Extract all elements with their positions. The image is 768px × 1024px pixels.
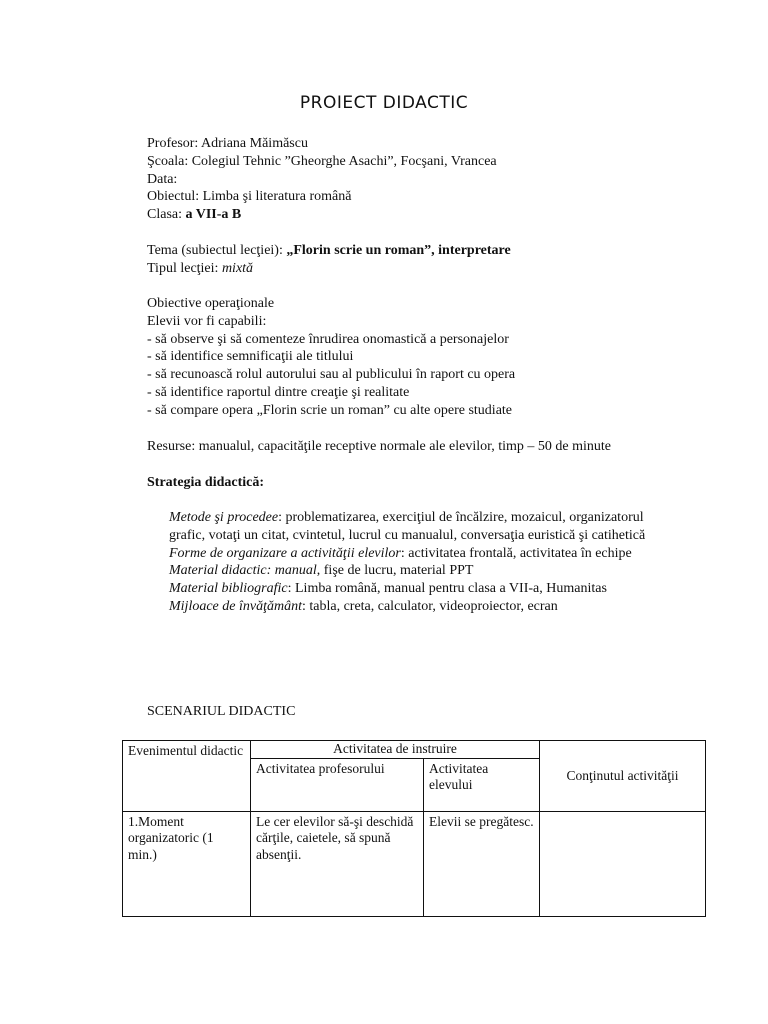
mijloace-value: : tabla, creta, calculator, videoproiector, ecran [301,598,558,614]
obiective-intro: Elevii vor fi capabili: [147,313,267,329]
lesson-info [147,242,511,278]
header-continut: Conţinutul activităţii [540,741,706,812]
header-elev: Activitatea elevului [424,758,540,811]
header-profesor: Activitatea profesorului [251,758,424,811]
tipul-line [147,260,511,278]
cell-elev: Elevii se pregătesc. [424,811,540,916]
table-row [123,811,706,916]
obiectiv-item: - să identifice raportul dintre creaţie şi realitate [147,384,410,400]
metode-line [169,509,669,545]
obiectul-line: Obiectul: Limba şi literatura română [147,189,352,205]
header-instruire: Activitatea de instruire [251,741,540,759]
header-eveniment: Evenimentul didactic [123,741,251,812]
clasa-line [147,206,497,224]
tipul-label: Tipul lecţiei: [147,260,222,276]
scenariu-heading: SCENARIUL DIDACTIC [147,704,296,719]
header-info [147,135,497,224]
obiectiv-item: - să recunoască rolul autorului sau al publicului în raport cu opera [147,367,516,383]
obiectiv-item: - să compare opera „Florin scrie un roman” cu alte opere studiate [147,402,513,418]
obiectiv-item: - să identifice semnificaţii ale titlului [147,349,354,365]
forme-line [169,545,669,563]
strategia-heading: Strategia didactică: [147,475,265,490]
strategia-details [169,509,669,616]
cell-profesor: Le cer elevilor să-şi deschidă cărţile, caietele, să spună absenţii. [251,811,424,916]
metode-value: : problematizarea, exerciţiul de încălzire, mozaicul, organizatorul grafic, votaţi un citat, cvintetul, lucrul cu manualul, conversaţia euristică şi catihetică [169,510,646,543]
forme-value: : activitatea frontală, activitatea în echipe [400,545,632,561]
table-header-row [123,741,706,759]
tema-label: Tema (subiectul lecţiei): [147,243,287,258]
tema-value: „Florin scrie un roman”, interpretare [286,243,511,258]
metode-label: Metode şi procedee [169,510,279,525]
cell-eveniment: 1.Moment organizatoric (1 min.) [123,811,251,916]
material-label: Material didactic: manual [169,563,317,579]
mijloace-line [169,598,669,616]
resurse-line: Resurse: manualul, capacităţile receptive normale ale elevilor, timp – 50 de minute [147,439,611,454]
obiective-section [147,295,515,420]
material-value: , fişe de lucru, material PPT [316,563,474,579]
scoala-line: Şcoala: Colegiul Tehnic ”Gheorghe Asachi”, Focşani, Vrancea [147,153,497,169]
obiective-heading: Obiective operaţionale [147,296,275,311]
data-line: Data: [147,171,178,187]
mijloace-label: Mijloace de învăţământ [169,598,302,614]
forme-label: Forme de organizare a activităţii elevilor [169,545,401,561]
obiectiv-item: - să observe şi să comenteze înrudirea onomastică a personajelor [147,331,509,347]
tipul-value: mixtă [221,260,254,276]
profesor-line: Profesor: Adriana Măimăscu [147,136,308,151]
material-line [169,562,669,580]
cell-continut [540,811,706,916]
tema-line [147,242,511,260]
biblio-label: Material bibliografic [169,581,288,597]
clasa-value: a VII-a B [185,207,242,223]
document-title: PROIECT DIDACTIC [299,93,469,113]
biblio-line [169,580,669,598]
clasa-label: Clasa: [147,207,186,223]
scenariu-table [122,740,706,917]
biblio-value: : Limba română, manual pentru clasa a VII-a, Humanitas [287,581,607,597]
